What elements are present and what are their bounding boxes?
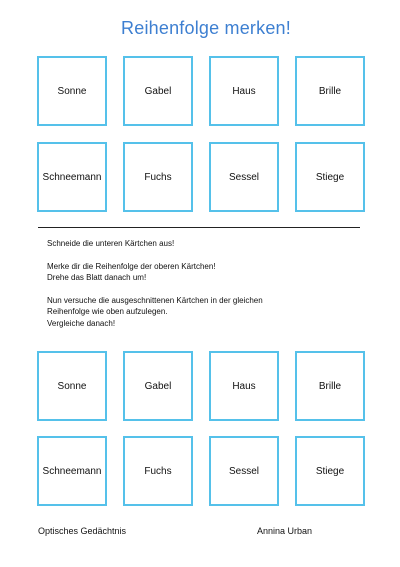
top-card: Sessel bbox=[209, 142, 279, 212]
footer-author: Annina Urban bbox=[257, 526, 313, 536]
instruction-paragraph bbox=[47, 261, 347, 284]
cut-out-card: Fuchs bbox=[123, 436, 193, 506]
instruction-line: Drehe das Blatt danach um! bbox=[47, 273, 147, 282]
bottom-card-grid bbox=[37, 351, 371, 513]
cut-out-card: Stiege bbox=[295, 436, 365, 506]
instruction-line: Reihenfolge wie oben aufzulegen. bbox=[47, 307, 168, 316]
top-card-grid bbox=[37, 56, 371, 218]
instruction-line: Nun versuche die ausgeschnittenen Kärtchen in der gleichen bbox=[47, 295, 263, 305]
instruction-line: Merke dir die Reihenfolge der oberen Kärtchen! bbox=[47, 261, 216, 271]
cut-out-card: Schneemann bbox=[37, 436, 107, 506]
top-card: Sonne bbox=[37, 56, 107, 126]
instruction-paragraph bbox=[47, 238, 347, 250]
instruction-line: Schneide die unteren Kärtchen aus! bbox=[47, 239, 175, 248]
top-card: Gabel bbox=[123, 56, 193, 126]
footer-subject: Optisches Gedächtnis bbox=[38, 526, 127, 536]
top-card: Stiege bbox=[295, 142, 365, 212]
cut-out-card: Haus bbox=[209, 351, 279, 421]
cut-out-card: Sonne bbox=[37, 351, 107, 421]
top-card: Brille bbox=[295, 56, 365, 126]
instruction-paragraph bbox=[47, 295, 347, 330]
instructions bbox=[47, 238, 347, 340]
instruction-line: Vergleiche danach! bbox=[47, 318, 116, 328]
divider-line bbox=[38, 227, 360, 228]
cut-out-card: Brille bbox=[295, 351, 365, 421]
page-title: Reihenfolge merken! bbox=[121, 18, 291, 38]
top-card: Fuchs bbox=[123, 142, 193, 212]
cut-out-card: Gabel bbox=[123, 351, 193, 421]
top-card: Haus bbox=[209, 56, 279, 126]
top-card: Schneemann bbox=[37, 142, 107, 212]
cut-out-card: Sessel bbox=[209, 436, 279, 506]
